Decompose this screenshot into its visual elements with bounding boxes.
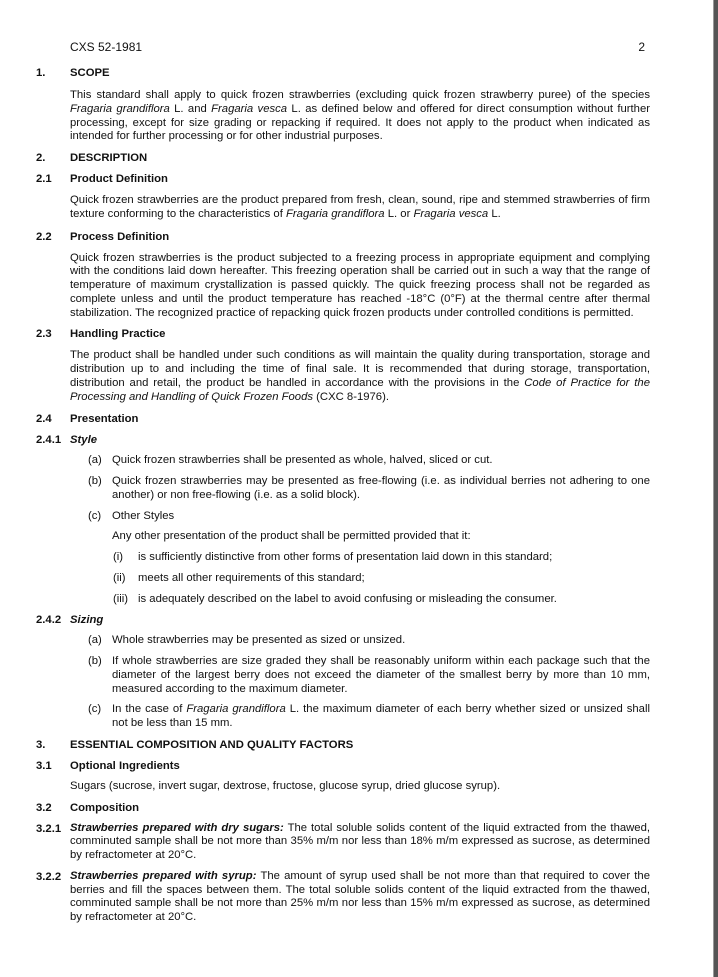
- inline-heading: Strawberries prepared with syrup:: [70, 869, 257, 882]
- section-number: 3.2: [36, 801, 52, 814]
- sub-list-item: [113, 551, 650, 565]
- list-text: Other Styles: [112, 509, 175, 522]
- page-header: [70, 40, 645, 54]
- section-number: 2.2: [36, 230, 52, 243]
- section-number: 3.2.1: [36, 822, 62, 835]
- list-label: (c): [88, 509, 102, 522]
- section-title: Style: [70, 434, 98, 447]
- list-item: [88, 655, 650, 696]
- list-item: [88, 454, 650, 468]
- section-title: SCOPE: [70, 67, 110, 79]
- standard-code: CXS 52-1981: [70, 40, 143, 54]
- sub-list-item: [113, 571, 650, 586]
- section-title: ESSENTIAL COMPOSITION AND QUALITY FACTORS: [70, 738, 354, 751]
- section-number: 2.3: [36, 328, 52, 341]
- dry-sugars-paragraph: Strawberries prepared with dry sugars: The total soluble solids content of the liquid extracted from the thawed, comminuted sample shall be not more than 35% m/m nor less than 18% m/m expressed as sucrose, as determined by refractometer at 20°C.: [70, 821, 650, 861]
- list-label: (ii): [113, 571, 126, 584]
- section-number: 3.: [36, 738, 46, 751]
- section-number: 2.4: [36, 413, 52, 426]
- list-label: (i): [113, 551, 124, 563]
- section-number: 2.4.2: [36, 614, 62, 627]
- inline-heading: Strawberries prepared with dry sugars:: [70, 821, 284, 834]
- syrup-paragraph: Strawberries prepared with syrup: The amount of syrup used shall be not more than that required to cover the berries and fill the spaces between them. The total soluble solids content of the liquid extracted from the thawed, comminuted sample shall be not more than 25% m/m nor less than 15% m/m expressed as sucrose, as determined by refractometer at 20°C.: [70, 869, 650, 923]
- section-title: Sizing: [70, 614, 104, 627]
- list-item: [88, 475, 650, 503]
- section-2-4-heading: [36, 412, 650, 426]
- list-item: [88, 703, 650, 731]
- page-number: 2: [638, 40, 645, 54]
- section-number: 1.: [36, 67, 46, 79]
- list-item: [88, 509, 650, 524]
- list-text: is adequately described on the label to avoid confusing or misleading the consumer.: [138, 592, 557, 605]
- section-2-4-2-heading: [36, 613, 650, 627]
- list-text: If whole strawberries are size graded they shall be reasonably uniform within each package such that the diameter of the largest berry does not exceed the diameter of the smallest berry by more than 10 mm, measured according to the maximum diameter.: [112, 655, 650, 695]
- section-2-2-heading: [36, 230, 650, 244]
- section-3-1-heading: [36, 759, 650, 773]
- section-1-heading: [36, 66, 650, 80]
- section-2-heading: [36, 151, 650, 165]
- section-3-2-2: [36, 870, 650, 925]
- list-item: [88, 634, 650, 648]
- list-label: (a): [88, 634, 102, 647]
- list-text: Quick frozen strawberries shall be presented as whole, halved, sliced or cut.: [112, 454, 493, 467]
- section-number: 3.1: [36, 759, 52, 772]
- list-text: is sufficiently distinctive from other forms of presentation laid down in this standard;: [138, 551, 553, 563]
- section-title: Process Definition: [70, 230, 170, 243]
- section-title: Presentation: [70, 413, 139, 426]
- section-title: Product Definition: [70, 173, 168, 185]
- handling-practice-paragraph: The product shall be handled under such conditions as will maintain the quality during transportation, storage and distribution up to and including the time of final sale. It is recommended that during storage, transportation, distribution and retail, the product be handled in accordance with the provisions in the Code of Practice for the Processing and Handling of Quick Frozen Foods (CXC 8-1976).: [70, 349, 651, 403]
- section-number: 3.2.2: [36, 870, 62, 883]
- section-title: DESCRIPTION: [70, 152, 148, 164]
- optional-ingredients-paragraph: Sugars (sucrose, invert sugar, dextrose, fructose, glucose syrup, dried glucose syrup).: [70, 779, 501, 792]
- section-2-3-heading: [36, 327, 650, 341]
- section-3-2-heading: [36, 801, 650, 815]
- scope-paragraph: This standard shall apply to quick frozen strawberries (excluding quick frozen strawberry puree) of the species Fragaria grandiflora L. and Fragaria vesca L. as defined below and offered for direct consumption without further processing, except for size grading or repacking if required. It does not apply to the product when indicated as intended for further processing or for other industrial purposes.: [70, 89, 650, 143]
- section-2-1-heading: [36, 172, 650, 186]
- list-label: (c): [88, 703, 102, 716]
- list-text: meets all other requirements of this standard;: [138, 571, 365, 584]
- section-title: Handling Practice: [70, 328, 166, 341]
- section-3-heading: [36, 738, 650, 752]
- list-label: (b): [88, 475, 102, 487]
- section-2-4-1-heading: [36, 433, 650, 447]
- list-text: Whole strawberries may be presented as sized or unsized.: [112, 634, 406, 647]
- section-number: 2.1: [36, 173, 52, 185]
- list-label: (a): [88, 454, 102, 467]
- list-text: Quick frozen strawberries may be presented as free-flowing (i.e. as individual berries not adhering to one another) or non free-flowing (i.e. as a solid block).: [112, 475, 650, 501]
- section-number: 2.4.1: [36, 434, 62, 447]
- section-number: 2.: [36, 152, 46, 164]
- product-definition-paragraph: Quick frozen strawberries are the product prepared from fresh, clean, sound, ripe and stemmed strawberries of firm texture conforming to the characteristics of Fragaria grandiflora L. or Fragaria vesca L.: [70, 194, 650, 220]
- list-label: (iii): [113, 592, 129, 605]
- list-label: (b): [88, 655, 102, 667]
- section-title: Composition: [70, 801, 140, 814]
- document-body: [36, 66, 650, 925]
- section-title: Optional Ingredients: [70, 759, 180, 772]
- sub-list-item: [113, 592, 650, 607]
- other-styles-intro: Any other presentation of the product shall be permitted provided that it:: [112, 530, 471, 543]
- process-definition-paragraph: Quick frozen strawberries is the product subjected to a freezing process in appropriate equipment and complying with the conditions laid down hereafter. This freezing operation shall be carried out in such a way that the range of temperature of maximum crystallization is passed quickly. The quick freezing process shall not be regarded as complete unless and until the product temperature has reached -18°C (0°F) at the thermal centre after thermal stabilization. The recognized practice of repacking quick frozen products under controlled conditions is permitted.: [70, 251, 650, 319]
- list-text: In the case of Fragaria grandiflora L. the maximum diameter of each berry whether sized or unsized shall not be less than 15 mm.: [112, 703, 650, 729]
- section-3-2-1: [36, 822, 650, 863]
